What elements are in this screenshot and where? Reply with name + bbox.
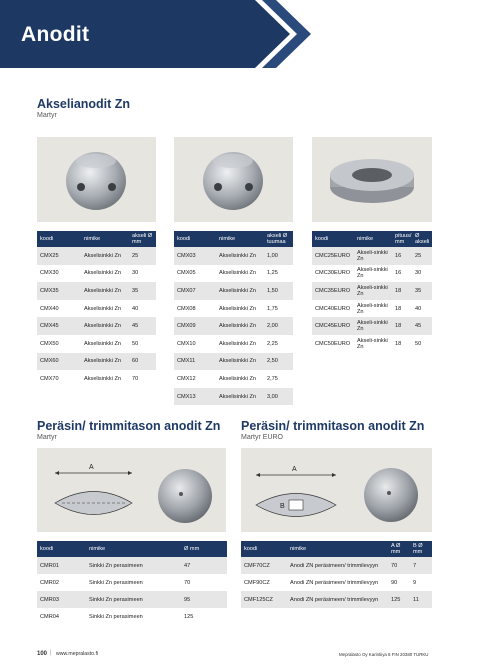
table-cell: 25 — [412, 247, 432, 265]
footer-website-link[interactable]: www.mepralasto.fi — [56, 651, 99, 657]
table-cell: 95 — [181, 591, 227, 608]
table-row — [37, 557, 227, 574]
table-cell: CMF90CZ — [241, 574, 287, 591]
rudder-anode-table — [37, 541, 227, 625]
table-cell: Akselisinkki Zn — [216, 282, 264, 300]
table-cell: 70 — [129, 370, 156, 388]
table-cell: Akseli-sinkki Zn — [354, 247, 392, 265]
table-cell: Akselisinkki Zn — [81, 300, 129, 318]
table-row — [174, 265, 293, 283]
table-row — [174, 353, 293, 371]
table-row — [174, 300, 293, 318]
column-header: koodi — [241, 541, 287, 557]
footer-company: Mepralasto Oy Karintiiya 8 FIN 20380 TURKU — [339, 652, 429, 657]
table-cell: CMX35 — [37, 282, 81, 300]
table-row — [37, 591, 227, 608]
table-cell: Akselisinkki Zn — [216, 370, 264, 388]
table-row — [312, 317, 432, 335]
table-cell: 7 — [410, 557, 432, 574]
section-subtitle-rudder-anodes-euro: Martyr EURO — [241, 434, 283, 441]
table-cell: 47 — [181, 557, 227, 574]
column-header: Ø akseli — [412, 231, 432, 247]
column-header: pituus/ mm — [392, 231, 412, 247]
table-cell: 2,25 — [264, 335, 293, 353]
table-cell: Anodi ZN peräsimeen/ trimmilevyyn — [287, 574, 388, 591]
rudder-anode-euro-image — [241, 448, 432, 532]
table-cell: Akselisinkki Zn — [216, 300, 264, 318]
page-number: 100 — [37, 651, 48, 657]
table-row — [37, 353, 156, 371]
section-title-shaft-anodes: Akselianodit Zn — [37, 97, 131, 111]
table-row — [312, 247, 432, 265]
table-cell: CMX07 — [174, 282, 216, 300]
column-header: koodi — [37, 541, 86, 557]
table-cell: 2,75 — [264, 370, 293, 388]
column-header: koodi — [312, 231, 354, 247]
table-row — [174, 247, 293, 265]
table-cell: CMF70CZ — [241, 557, 287, 574]
table-cell: CMC25EURO — [312, 247, 354, 265]
table-cell: CMX10 — [174, 335, 216, 353]
table-cell: CMX13 — [174, 388, 216, 406]
table-cell: Akselisinkki Zn — [81, 282, 129, 300]
column-header: nimike — [287, 541, 388, 557]
table-cell: CMC40EURO — [312, 300, 354, 318]
shaft-anode-mm-table — [37, 231, 156, 388]
table-cell: Akselisinkki Zn — [81, 265, 129, 283]
table-cell: CMR03 — [37, 591, 86, 608]
table-cell: CMF125CZ — [241, 591, 287, 608]
column-header: nimike — [354, 231, 392, 247]
table-cell: 40 — [129, 300, 156, 318]
table-cell: 45 — [412, 317, 432, 335]
table-cell: CMX08 — [174, 300, 216, 318]
table-row — [37, 335, 156, 353]
table-cell: Akselisinkki Zn — [81, 335, 129, 353]
table-cell: CMX45 — [37, 317, 81, 335]
shaft-anode-image — [37, 137, 156, 222]
table-cell: 1,25 — [264, 265, 293, 283]
table-cell: 25 — [129, 247, 156, 265]
footer-divider: | — [50, 650, 52, 656]
table-cell: Akseli-sinkki Zn — [354, 335, 392, 353]
table-row — [37, 300, 156, 318]
table-cell: Akseli-sinkki Zn — [354, 282, 392, 300]
column-header: B Ø mm — [410, 541, 432, 557]
table-cell: 11 — [410, 591, 432, 608]
table-row — [37, 265, 156, 283]
table-cell: CMX03 — [174, 247, 216, 265]
table-cell: 30 — [129, 265, 156, 283]
shaft-anode-image-inch — [174, 137, 293, 222]
table-cell: CMC45EURO — [312, 317, 354, 335]
table-cell: Akselisinkki Zn — [216, 265, 264, 283]
table-row — [37, 574, 227, 591]
page-title: Anodit — [21, 23, 90, 46]
table-cell: CMX25 — [37, 247, 81, 265]
rudder-anode-image — [37, 448, 226, 532]
table-cell: 9 — [410, 574, 432, 591]
table-cell: Anodi ZN peräsimeen/ trimmilevyyn — [287, 557, 388, 574]
table-cell: CMX30 — [37, 265, 81, 283]
table-cell: Akselisinkki Zn — [216, 317, 264, 335]
table-row — [37, 608, 227, 625]
table-cell: 2,00 — [264, 317, 293, 335]
table-cell: CMC50EURO — [312, 335, 354, 353]
dimension-a-label: A — [89, 464, 94, 471]
table-cell: Akseli-sinkki Zn — [354, 317, 392, 335]
table-row — [312, 335, 432, 353]
table-cell: Akseli-sinkki Zn — [354, 300, 392, 318]
table-cell: Akselisinkki Zn — [216, 247, 264, 265]
collar-anode-table — [312, 231, 432, 353]
table-cell: 16 — [392, 247, 412, 265]
table-row — [312, 300, 432, 318]
column-header: Ø mm — [181, 541, 227, 557]
table-row — [37, 370, 156, 388]
table-cell: 3,00 — [264, 388, 293, 406]
column-header: akseli Ø mm — [129, 231, 156, 247]
column-header: koodi — [174, 231, 216, 247]
table-cell: 1,00 — [264, 247, 293, 265]
column-header: akseli Ø tuumaa — [264, 231, 293, 247]
table-cell: 50 — [129, 335, 156, 353]
table-row — [312, 282, 432, 300]
table-cell: 1,75 — [264, 300, 293, 318]
column-header: nimike — [81, 231, 129, 247]
table-cell: 60 — [129, 353, 156, 371]
table-cell: 50 — [412, 335, 432, 353]
table-cell: 18 — [392, 300, 412, 318]
table-cell: Akselisinkki Zn — [216, 335, 264, 353]
column-header: nimike — [216, 231, 264, 247]
table-cell: 70 — [181, 574, 227, 591]
table-cell: 125 — [388, 591, 410, 608]
table-cell: CMX60 — [37, 353, 81, 371]
table-cell: 40 — [412, 300, 432, 318]
table-cell: 18 — [392, 282, 412, 300]
table-cell: CMX11 — [174, 353, 216, 371]
shaft-anode-inch-table — [174, 231, 293, 405]
table-cell: 45 — [129, 317, 156, 335]
table-row — [174, 335, 293, 353]
table-cell: CMX12 — [174, 370, 216, 388]
rudder-anode-euro-table — [241, 541, 432, 608]
table-cell: 35 — [129, 282, 156, 300]
section-subtitle-rudder-anodes: Martyr — [37, 434, 57, 441]
table-cell: CMX09 — [174, 317, 216, 335]
table-row — [174, 370, 293, 388]
table-row — [241, 557, 432, 574]
table-cell: 90 — [388, 574, 410, 591]
dimension-a-label: A — [292, 466, 297, 473]
table-cell: CMX05 — [174, 265, 216, 283]
table-cell: CMR04 — [37, 608, 86, 625]
table-row — [241, 574, 432, 591]
table-row — [37, 247, 156, 265]
table-cell: 70 — [388, 557, 410, 574]
table-row — [312, 265, 432, 283]
table-cell: Akselisinkki Zn — [81, 370, 129, 388]
table-cell: CMR01 — [37, 557, 86, 574]
table-row — [241, 591, 432, 608]
table-cell: 2,50 — [264, 353, 293, 371]
table-cell: CMC30EURO — [312, 265, 354, 283]
table-cell: CMX70 — [37, 370, 81, 388]
collar-anode-image — [312, 137, 432, 222]
table-cell: 1,50 — [264, 282, 293, 300]
table-cell: CMX50 — [37, 335, 81, 353]
table-cell: Sinkki Zn perasimeen — [86, 591, 181, 608]
column-header: koodi — [37, 231, 81, 247]
dimension-b-label: B — [280, 503, 285, 510]
table-cell: Akselisinkki Zn — [216, 388, 264, 406]
table-cell: CMX40 — [37, 300, 81, 318]
table-cell: 18 — [392, 317, 412, 335]
table-cell: 18 — [392, 335, 412, 353]
table-cell: Akselisinkki Zn — [81, 247, 129, 265]
table-cell: 35 — [412, 282, 432, 300]
column-header: nimike — [86, 541, 181, 557]
table-row — [174, 388, 293, 406]
table-cell: Akselisinkki Zn — [81, 353, 129, 371]
table-row — [37, 282, 156, 300]
table-cell: 125 — [181, 608, 227, 625]
table-row — [174, 282, 293, 300]
table-cell: Akselisinkki Zn — [81, 317, 129, 335]
table-cell: Akseli-sinkki Zn — [354, 265, 392, 283]
table-row — [174, 317, 293, 335]
table-cell: CMR02 — [37, 574, 86, 591]
section-title-rudder-anodes: Peräsin/ trimmitason anodit Zn — [37, 419, 221, 433]
table-cell: Sinkki Zn perasimeen — [86, 574, 181, 591]
table-cell: Anodi ZN peräsimeen/ trimmilevyyn — [287, 591, 388, 608]
table-cell: Akselisinkki Zn — [216, 353, 264, 371]
section-title-rudder-anodes-euro: Peräsin/ trimmitason anodit Zn — [241, 419, 425, 433]
table-row — [37, 317, 156, 335]
table-cell: Sinkki Zn perasimeen — [86, 557, 181, 574]
section-subtitle-shaft-anodes: Martyr — [37, 112, 57, 119]
table-cell: 16 — [392, 265, 412, 283]
column-header: A Ø mm — [388, 541, 410, 557]
table-cell: CMC35EURO — [312, 282, 354, 300]
table-cell: 30 — [412, 265, 432, 283]
table-cell: Sinkki Zn perasimeen — [86, 608, 181, 625]
